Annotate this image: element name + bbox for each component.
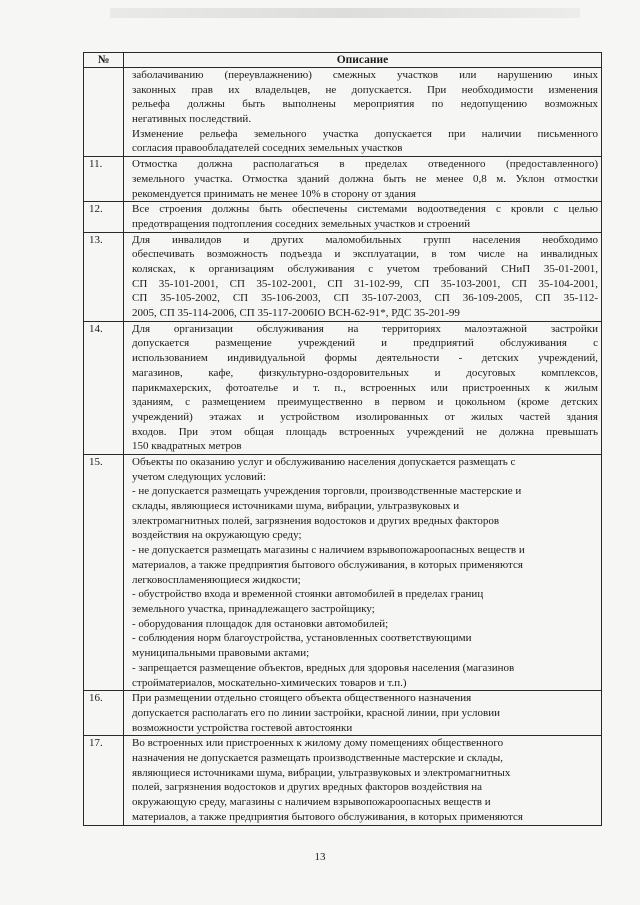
description-line: воздействия на окружающую среду; [132,529,302,542]
table-row [84,157,602,202]
description-line: назначения не допускается размещать производственные мастерские и склады, [132,752,504,765]
description-line: магазинов, кафе, физкультурно-оздоровительных и досуговых комплексов, [132,366,598,379]
header-num: № [84,53,124,68]
description-line: колясках, к организациям обслуживания с учетом требований СНиП 35-01-2001, [132,263,598,275]
description-line: законных прав их владельцев, не допускается. При необходимости изменения [132,83,598,96]
description-line: СП 35-101-2001, СП 35-102-2001, СП 31-102-99, СП 35-103-2001, СП 35-104-2001, [132,277,598,290]
description-line: 150 квадратных метров [132,440,242,453]
description-line: входов. При этом общая площадь встроенных учреждений не должна превышать [132,425,598,438]
table-row [84,68,602,157]
description-line: материалов, а также предприятия бытового обслуживания, в которых применяются [132,810,523,823]
description-line: 2005, СП 35-114-2006, СП 35-117-2006IO ВСН-62-91*, РДС 35-201-99 [132,307,460,320]
description-line: земельного участка, принадлежащего застройщику; [132,603,375,615]
row-number: 17. [84,736,124,825]
row-number: 13. [84,232,124,321]
row-number: 14. [84,321,124,454]
description-line: Изменение рельефа земельного участка допускается при наличии письменного [132,127,598,140]
description-line: заболачиванию (переувлажнению) смежных участков или нарушению иных [132,69,598,81]
description-line: - оборудования площадок для остановки автомобилей; [132,617,389,630]
description-line: негативных последствий. [132,113,252,126]
description-line: - обустройство входа и временной стоянки автомобилей в пределах границ [132,588,484,601]
row-description [124,736,602,825]
description-line: допускается располагать его по линии застройки, красной линии, при условии [132,706,500,719]
table-row [84,232,602,321]
description-line: Объекты по оказанию услуг и обслуживанию населения допускается размещать с [132,455,516,468]
description-line: муниципальными правовыми актами; [132,647,310,660]
description-line: рекомендуется принимать не менее 10% в сторону от здания [132,187,416,200]
description-line: Во встроенных или пристроенных к жилому дому помещениях общественного [132,737,504,750]
description-line: - соблюдения норм благоустройства, установленных соответствующими [132,632,472,645]
description-line: стройматериалов, москательно-химических товаров и т.п.) [132,676,407,689]
description-line: - запрещается размещение объектов, вредных для здоровья населения (магазинов [132,661,515,674]
requirements-table [83,52,602,826]
description-line: учреждений) этажах и устройством изолированных от жилых частей здания [132,410,598,423]
row-number: 15. [84,454,124,690]
description-line: склады, являющиеся источниками шума, вибрации, ультразвуковых и [132,500,460,513]
row-description [124,68,602,157]
description-line: Отмостка должна располагаться в пределах отведенного (предоставленного) [132,158,598,171]
description-line: - не допускается размещать магазины с наличием взрывопожароопасных веществ и [132,544,525,557]
description-line: являющиеся источниками шума, вибрации, ультразвуковых и электромагнитных [132,766,511,779]
table-row [84,454,602,690]
description-line: земельного участка. Отмостка зданий должна быть не менее 0,8 м. Уклон отмостки [132,172,598,185]
description-line: согласия правообладателей соседних земельных участков [132,142,403,155]
description-line: предотвращения подтопления соседних земельных участков и строений [132,217,471,230]
description-line: легковоспламеняющиеся жидкости; [132,573,301,586]
description-line: парикмахерских, фотоателье и т. п., встроенных или пристроенных к жилым [132,381,598,394]
scan-artifact [110,8,580,18]
row-number: 16. [84,691,124,736]
row-description [124,157,602,202]
table-row [84,736,602,825]
table-row [84,691,602,736]
description-line: обеспечивать возможность подъезда и эксплуатации, в том числе на инвалидных [132,248,598,261]
row-description [124,232,602,321]
row-description [124,321,602,454]
table-header-row [84,53,602,68]
description-line: учетом следующих условий: [132,470,267,483]
row-number: 12. [84,202,124,232]
description-line: полей, загрязнения водостоков и других вредных факторов воздействия на [132,781,483,794]
row-number [84,68,124,157]
description-line: Для инвалидов и других маломобильных групп населения необходимо [132,233,598,246]
description-line: электромагнитных полей, загрязнения водостоков и других вредных факторов [132,514,500,527]
table-body [84,68,602,826]
row-description [124,454,602,690]
description-line: использованием индивидуальной формы деятельности - детских учреждений, [132,352,598,365]
table-row [84,202,602,232]
description-line: зданиям, с размещением преимущественно в первом и цокольном (кроме детских [132,396,598,409]
description-line: Для организации обслуживания на территориях малоэтажной застройки [132,322,598,335]
description-line: - не допускается размещать учреждения торговли, производственные мастерские и [132,485,522,498]
description-line: СП 35-105-2002, СП 35-106-2003, СП 35-107-2003, СП 36-109-2005, СП 35-112- [132,292,598,305]
row-description [124,202,602,232]
description-line: материалов, а также предприятия бытового обслуживания, в которых применяются [132,558,523,571]
row-number: 11. [84,157,124,202]
row-description [124,691,602,736]
description-line: возможности устройства гостевой автостоянки [132,721,353,734]
description-line: допускается размещение учреждений и предприятий обслуживания с [132,337,598,350]
description-line: рельефа должны быть выполнены мероприятия по недопущению возможных [132,98,598,111]
header-description: Описание [124,53,602,68]
description-line: окружающую среду, магазины с наличием взрывопожароопасных веществ и [132,796,491,809]
description-line: При размещении отдельно стоящего объекта общественного назначения [132,692,472,705]
page-number: 13 [314,851,326,863]
table-row [84,321,602,454]
description-line: Все строения должны быть обеспечены системами водоотведения с кровли с целью [132,203,598,216]
